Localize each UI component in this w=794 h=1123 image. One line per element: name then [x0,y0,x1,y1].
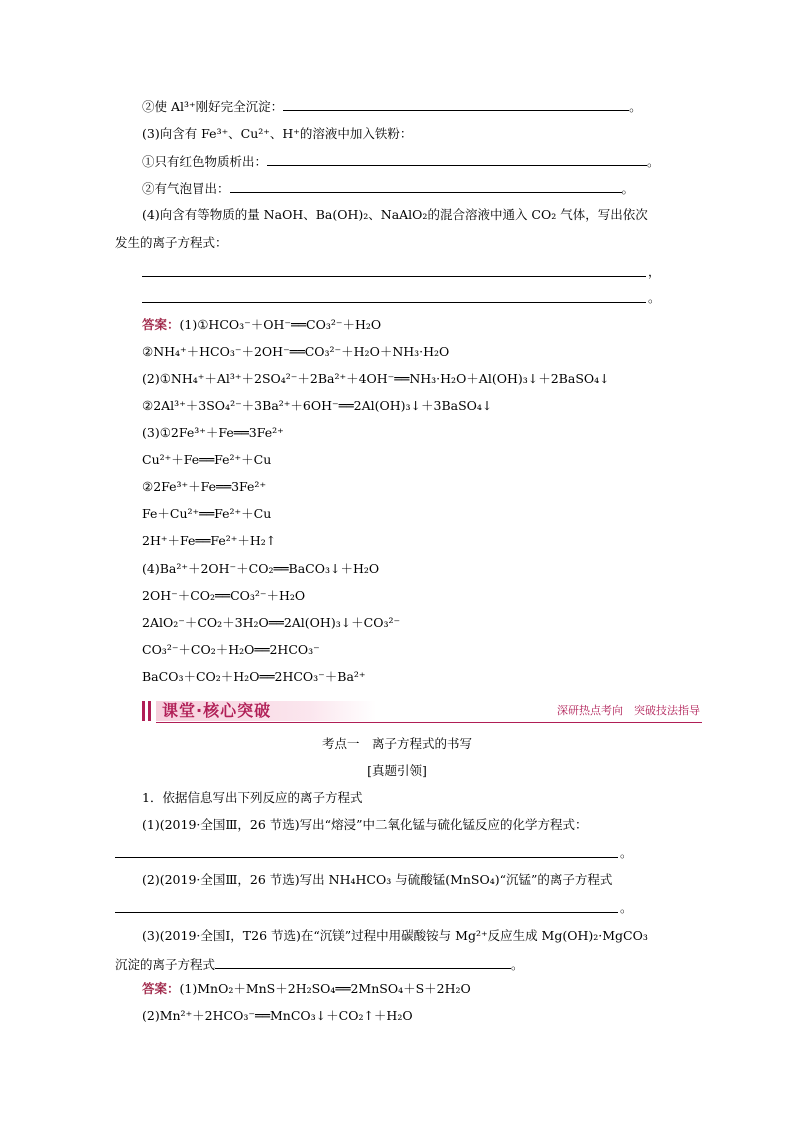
answer-line: BaCO₃＋CO₂＋H₂O══2HCO₃⁻＋Ba²⁺ [142,669,366,684]
answer-line: 答案：(1)MnO₂＋MnS＋2H₂SO₄══2MnSO₄＋S＋2H₂O [142,981,471,996]
question-line: (3)向含有 Fe³⁺、Cu²⁺、H⁺的溶液中加入铁粉： [142,126,413,141]
answer-line: CO₃²⁻＋CO₂＋H₂O══2HCO₃⁻ [142,642,320,657]
answer-line: Fe＋Cu²⁺══Fe²⁺＋Cu [142,506,272,521]
answer-line: (2)Mn²⁺＋2HCO₃⁻══MnCO₃↓＋CO₂↑＋H₂O [142,1008,413,1023]
answer-blank [115,857,618,858]
answer-label: 答案： [142,317,180,332]
question-line: 沉淀的离子方程式 。 [115,957,524,972]
section-subheading: [真题引领] [367,763,427,778]
answer-line: (2)①NH₄⁺＋Al³⁺＋2SO₄²⁻＋2Ba²⁺＋4OH⁻══NH₃·H₂O＋Al(OH)₃↓＋2BaSO₄↓ [142,371,610,386]
answer-blank [230,180,622,193]
answer-label: 答案： [142,981,180,996]
answer-line: 2OH⁻＋CO₂══CO₃²⁻＋H₂O [142,588,306,603]
question-line: (2)(2019·全国Ⅲ，26 节选)写出 NH₄HCO₃ 与硫酸锰(MnSO₄)“沉锰”的离子方程式 [142,872,613,887]
banner-bars-icon [142,701,154,721]
answer-blank [267,153,647,166]
answer-line: ②NH₄⁺＋HCO₃⁻＋2OH⁻══CO₃²⁻＋H₂O＋NH₃·H₂O [142,344,450,359]
question-line: (3)(2019·全国Ⅰ，T26 节选)在“沉镁”过程中用碳酸铵与 Mg²⁺反应生成 Mg(OH)₂·MgCO₃ [142,928,648,943]
answer-blank [142,276,646,277]
section-heading: 考点一 离子方程式的书写 [321,736,472,751]
question-line: 发生的离子方程式： [115,235,228,250]
answer-blank [142,302,646,303]
question-line: ②使 Al³⁺刚好完全沉淀： 。 [142,99,642,114]
question-line: (1)(2019·全国Ⅲ，26 节选)写出“熔浸”中二氧化锰与硫化锰反应的化学方程式： [142,817,588,832]
answer-blank [115,912,618,913]
answer-line: ②2Fe³⁺＋Fe══3Fe²⁺ [142,479,267,494]
answer-line: 2H⁺＋Fe══Fe²⁺＋H₂↑ [142,533,277,548]
banner-subtitle: 深研热点考向 突破技法指导 [557,704,700,717]
answer-blank [283,98,629,111]
answer-blank [215,956,511,969]
answer-line: (3)①2Fe³⁺＋Fe══3Fe²⁺ [142,425,284,440]
punctuation: 。 [648,290,661,305]
banner-title: 课堂·核心突破 [162,701,272,720]
answer-line: Cu²⁺＋Fe══Fe²⁺＋Cu [142,452,272,467]
punctuation: ， [648,264,661,279]
section-banner [142,699,702,723]
question-line: (4)向含有等物质的量 NaOH、Ba(OH)₂、NaAlO₂的混合溶液中通入 CO₂ 气体，写出依次 [142,207,648,222]
question-line: 1．依据信息写出下列反应的离子方程式 [142,790,363,805]
answer-line: (4)Ba²⁺＋2OH⁻＋CO₂══BaCO₃↓＋H₂O [142,561,380,576]
question-line: ①只有红色物质析出： 。 [142,154,660,169]
punctuation: 。 [620,845,633,860]
answer-line: 2AlO₂⁻＋CO₂＋3H₂O══2Al(OH)₃↓＋CO₃²⁻ [142,615,401,630]
question-line: ②有气泡冒出： 。 [142,181,635,196]
answer-line: ②2Al³⁺＋3SO₄²⁻＋3Ba²⁺＋6OH⁻══2Al(OH)₃↓＋3BaSO₄↓ [142,398,493,413]
answer-line: 答案：(1)①HCO₃⁻＋OH⁻══CO₃²⁻＋H₂O [142,317,382,332]
punctuation: 。 [620,900,633,915]
